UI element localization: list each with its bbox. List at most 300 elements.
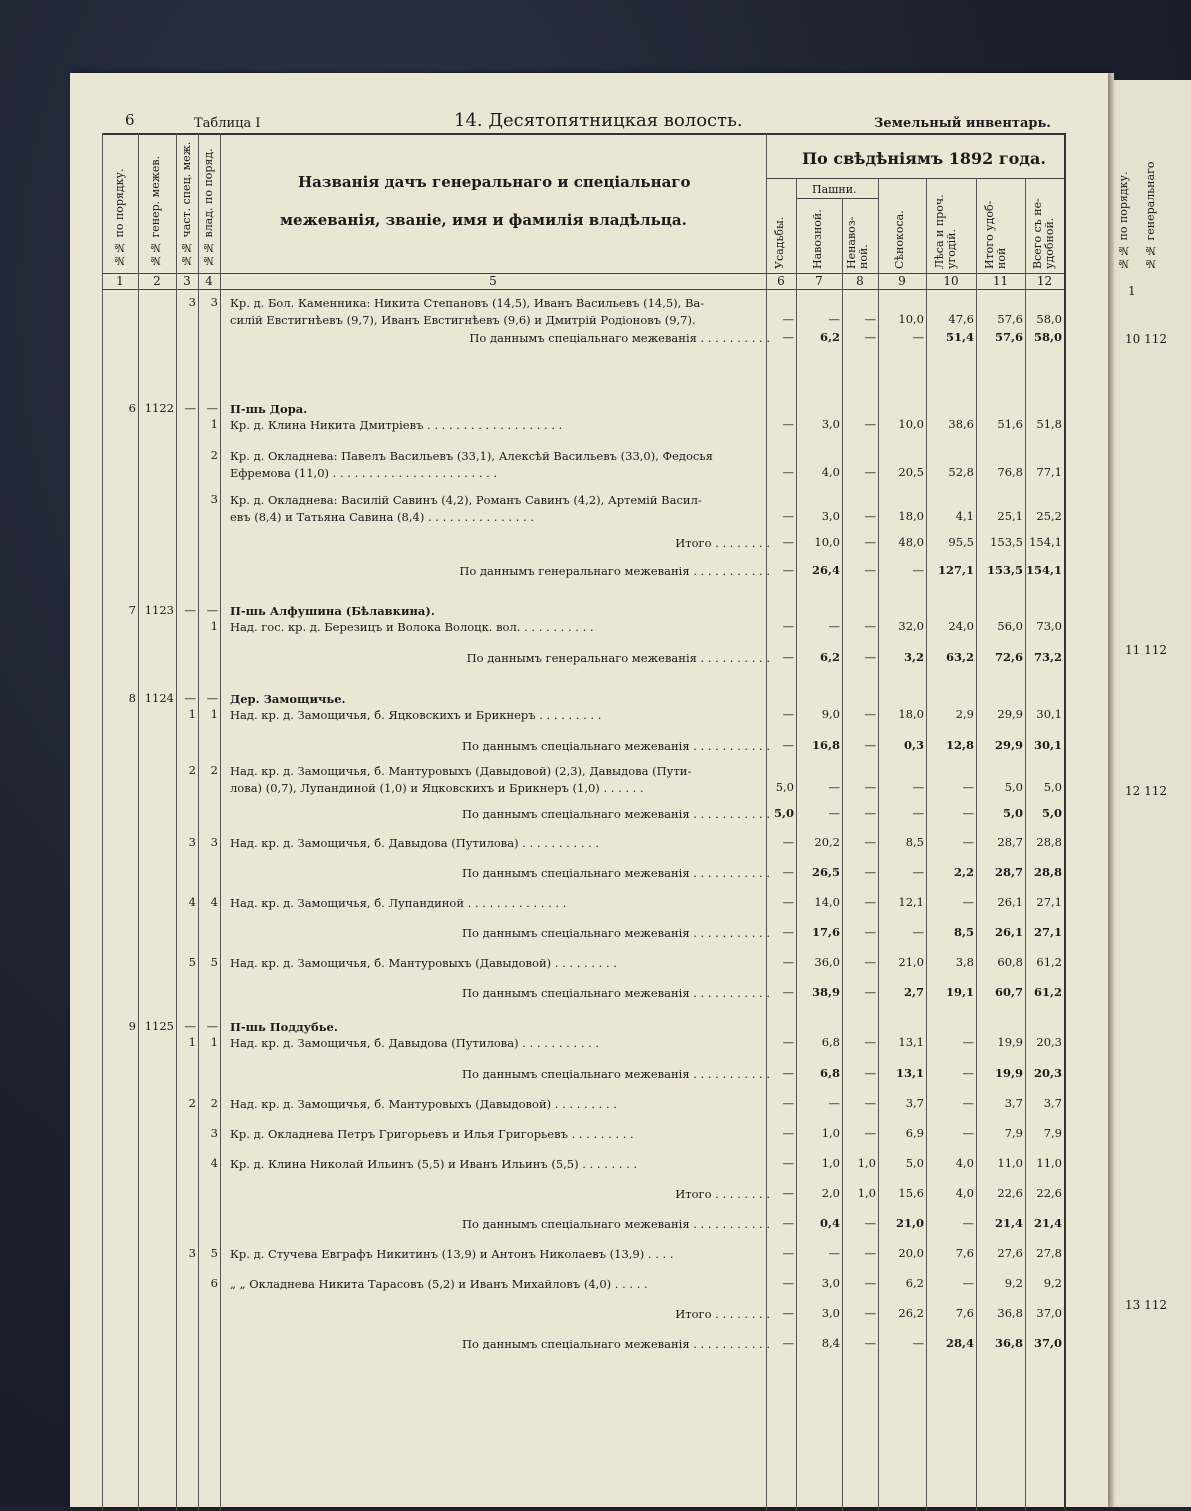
row-value: 1,0 <box>857 1156 876 1170</box>
row-value: 30,1 <box>1033 738 1062 752</box>
row-value: — <box>864 417 876 431</box>
row-value: 21,0 <box>895 1216 924 1230</box>
row-value: 56,0 <box>997 619 1023 633</box>
section-header: Земельный инвентарь. <box>874 116 1051 131</box>
row-value: 61,2 <box>1033 985 1062 999</box>
row-value: 9,2 <box>1004 1276 1023 1290</box>
row-value: — <box>782 1035 794 1049</box>
row-value: 38,9 <box>811 985 840 999</box>
column-number: 7 <box>815 274 823 288</box>
row-value: — <box>962 1096 974 1110</box>
row-description-line: По даннымъ спеціальнаго межеванія . . . . . . . . . . . <box>462 807 770 821</box>
row-value: 2,7 <box>903 985 924 999</box>
row-value: 7,9 <box>1043 1126 1062 1140</box>
row-value: — <box>864 925 876 939</box>
row-value: — <box>864 535 876 549</box>
row-value: 6,2 <box>905 1276 924 1290</box>
row-value: 77,1 <box>1036 465 1062 479</box>
row-value: — <box>962 1126 974 1140</box>
row-value: 95,5 <box>948 535 974 549</box>
row-value: — <box>828 780 840 794</box>
row-value: 3,7 <box>1004 1096 1023 1110</box>
row-value: 9,0 <box>821 707 840 721</box>
row-value: 5,0 <box>1043 780 1062 794</box>
next-page-row: 13 112 <box>1125 1298 1167 1312</box>
row-c4: 1 <box>210 619 218 633</box>
row-value: 4,0 <box>955 1186 974 1200</box>
row-value: — <box>864 1276 876 1290</box>
row-description-line: евъ (8,4) и Татьяна Савина (8,4) . . . . . . . . . . . . . . . <box>230 510 534 524</box>
header-navoznoy: Навозной. <box>811 209 824 269</box>
row-description-line: „ „ Окладнева Никита Тарасовъ (5,2) и Иванъ Михайловъ (4,0) . . . . . <box>230 1277 648 1291</box>
row-value: 1,0 <box>821 1126 840 1140</box>
row-value: — <box>912 925 924 939</box>
row-value: — <box>864 312 876 326</box>
row-c4: 3 <box>210 835 218 849</box>
row-value: 29,9 <box>994 738 1023 752</box>
row-description <box>230 417 770 434</box>
row-value: 30,1 <box>1036 707 1062 721</box>
row-value: 21,4 <box>1033 1216 1062 1230</box>
row-value: — <box>912 330 924 344</box>
row-value: 27,6 <box>997 1246 1023 1260</box>
row-value: — <box>864 985 876 999</box>
row-value: — <box>962 895 974 909</box>
column-number: 10 <box>943 274 959 288</box>
row-value: — <box>782 985 794 999</box>
row-value: 28,4 <box>945 1336 974 1350</box>
row-description <box>230 1216 770 1233</box>
row-c4: 4 <box>210 895 218 909</box>
header-pashni: Пашни. <box>812 183 857 196</box>
column-number: 5 <box>489 274 497 288</box>
column-number: 9 <box>898 274 906 288</box>
row-description <box>230 1096 770 1113</box>
row-value: — <box>782 707 794 721</box>
row-value: — <box>864 1126 876 1140</box>
column-number: 4 <box>205 274 213 288</box>
page-number: 6 <box>125 111 135 129</box>
row-description-line: Кр. д. Окладнева: Павелъ Васильевъ (33,1), Алексѣй Васильевъ (33,0), Федосья <box>230 449 713 463</box>
row-c1: 8 <box>128 691 136 705</box>
row-value: — <box>782 1306 794 1320</box>
row-description-line: По даннымъ спеціальнаго межеванія . . . . . . . . . . . <box>462 1217 770 1231</box>
row-c2: 1123 <box>144 603 174 617</box>
row-value: 5,0 <box>905 1156 924 1170</box>
column-number: 6 <box>777 274 785 288</box>
row-c4: 3 <box>210 492 218 506</box>
row-value: 0,3 <box>903 738 924 752</box>
row-value: — <box>962 1066 974 1080</box>
row-value: 6,2 <box>819 650 840 664</box>
row-description <box>230 691 770 708</box>
header-itogo-udobnoy: Итого удоб-ной <box>983 200 1008 269</box>
row-value: 19,9 <box>994 1066 1023 1080</box>
row-description-line: Над. кр. д. Замощичья, б. Яцковскихъ и Брикнеръ . . . . . . . . . <box>230 708 602 722</box>
row-c4: — <box>206 401 218 415</box>
row-value: — <box>864 707 876 721</box>
row-description <box>230 295 770 329</box>
row-value: — <box>962 780 974 794</box>
top-rule <box>102 133 1064 135</box>
row-value: 153,5 <box>986 563 1023 577</box>
row-value: 3,0 <box>821 509 840 523</box>
row-description-line: По даннымъ спеціальнаго межеванія . . . . . . . . . . . <box>462 866 770 880</box>
row-value: 8,5 <box>905 835 924 849</box>
row-value: — <box>912 563 924 577</box>
row-value: — <box>782 1156 794 1170</box>
row-value: 11,0 <box>997 1156 1023 1170</box>
row-value: 20,2 <box>814 835 840 849</box>
row-value: — <box>864 1035 876 1049</box>
row-value: 7,6 <box>955 1246 974 1260</box>
row-description-line: По даннымъ генеральнаго межеванія . . . . . . . . . . . <box>459 564 770 578</box>
row-value: 36,8 <box>997 1306 1023 1320</box>
row-value: — <box>828 806 840 820</box>
row-description <box>230 865 770 882</box>
row-value: 18,0 <box>898 509 924 523</box>
header-lesa: Лѣса и проч. угодій. <box>933 194 958 269</box>
row-value: 28,8 <box>1036 835 1062 849</box>
row-description <box>230 603 770 620</box>
row-value: 20,5 <box>898 465 924 479</box>
row-description-line: П-шь Алфушина (Бѣлавкина). <box>230 604 435 618</box>
row-value: 20,3 <box>1033 1066 1062 1080</box>
row-value: 26,1 <box>994 925 1023 939</box>
row-description-line: Кр. д. Окладнева: Василій Савинъ (4,2), Романъ Савинъ (4,2), Артемій Васил- <box>230 493 702 507</box>
row-c4: 2 <box>210 448 218 462</box>
row-description-line: силій Евстигнѣевъ (9,7), Иванъ Евстигнѣевъ (9,6) и Дмитрій Родіоновъ (9,7). <box>230 313 696 327</box>
row-c4: 5 <box>210 955 218 969</box>
row-value: 21,0 <box>898 955 924 969</box>
row-value: — <box>864 865 876 879</box>
row-value: — <box>782 865 794 879</box>
col-rule <box>138 133 139 1511</box>
row-value: 127,1 <box>937 563 974 577</box>
row-description-line: По даннымъ спеціальнаго межеванія . . . . . . . . . . . <box>462 1067 770 1081</box>
row-value: — <box>864 1216 876 1230</box>
row-description <box>230 806 770 823</box>
row-value: — <box>864 465 876 479</box>
row-description <box>230 985 770 1002</box>
row-value: 73,2 <box>1033 650 1062 664</box>
row-value: 24,0 <box>948 619 974 633</box>
row-value: 25,2 <box>1036 509 1062 523</box>
row-c3: 3 <box>188 295 196 309</box>
row-value: 19,1 <box>945 985 974 999</box>
row-c4: 6 <box>210 1276 218 1290</box>
row-value: 12,8 <box>945 738 974 752</box>
header-nenavoznoy: Ненавоз-ной. <box>845 216 870 269</box>
row-value: 58,0 <box>1033 330 1062 344</box>
row-description-line: Над. кр. д. Замощичья, б. Мантуровыхъ (Давыдовой) . . . . . . . . . <box>230 956 617 970</box>
next-page-row: 11 112 <box>1125 643 1167 657</box>
row-value: 60,8 <box>997 955 1023 969</box>
row-c3: 1 <box>188 1035 196 1049</box>
row-value: — <box>782 650 794 664</box>
row-value: 10,0 <box>898 417 924 431</box>
row-value: — <box>864 738 876 752</box>
row-value: 18,0 <box>898 707 924 721</box>
header-owner-number: №№ влад. по поряд. <box>202 148 215 267</box>
column-number: 12 <box>1036 274 1053 288</box>
row-value: 61,2 <box>1036 955 1062 969</box>
row-description <box>230 401 770 418</box>
row-value: — <box>782 1276 794 1290</box>
row-description-line: Над. кр. д. Замощичья, б. Давыдова (Путилова) . . . . . . . . . . . <box>230 836 600 850</box>
row-value: 36,8 <box>994 1336 1023 1350</box>
row-value: 12,1 <box>898 895 924 909</box>
row-value: — <box>962 1035 974 1049</box>
row-value: 3,0 <box>821 1306 840 1320</box>
row-c4: 2 <box>210 1096 218 1110</box>
table-label: Таблица I <box>194 116 261 131</box>
row-value: — <box>828 619 840 633</box>
row-value: 7,9 <box>1004 1126 1023 1140</box>
row-value: 3,7 <box>905 1096 924 1110</box>
row-c1: 7 <box>128 603 136 617</box>
row-value: 5,0 <box>1002 806 1023 820</box>
row-value: 9,2 <box>1043 1276 1062 1290</box>
row-value: 3,2 <box>903 650 924 664</box>
row-value: — <box>782 330 794 344</box>
row-description <box>230 955 770 972</box>
row-value: — <box>864 619 876 633</box>
row-value: — <box>782 465 794 479</box>
row-c4: — <box>206 603 218 617</box>
col-rule <box>198 133 199 1511</box>
page-title: 14. Десятопятницкая волость. <box>454 110 743 131</box>
row-c2: 1124 <box>144 691 174 705</box>
row-description <box>230 1066 770 1083</box>
row-value: 7,6 <box>955 1306 974 1320</box>
row-description <box>230 925 770 942</box>
row-value: 36,0 <box>814 955 840 969</box>
row-value: 25,1 <box>997 509 1023 523</box>
next-page-col-order: №№ по порядку. <box>1117 171 1130 270</box>
row-value: 17,6 <box>811 925 840 939</box>
header-group-1892: По свѣдѣніямъ 1892 года. <box>802 149 1046 168</box>
row-value: 154,1 <box>1025 563 1062 577</box>
row-description <box>230 492 770 526</box>
row-c3: 2 <box>188 1096 196 1110</box>
row-description-line: П-шь Дора. <box>230 402 308 416</box>
row-value: 6,8 <box>821 1035 840 1049</box>
header-senokosa: Сѣнокоса. <box>893 210 906 269</box>
row-value: — <box>962 806 974 820</box>
row-value: — <box>864 1336 876 1350</box>
row-value: 13,1 <box>895 1066 924 1080</box>
row-value: 3,7 <box>1043 1096 1062 1110</box>
row-c3: 3 <box>188 1246 196 1260</box>
row-description <box>230 535 770 552</box>
row-value: — <box>782 955 794 969</box>
row-value: 1,0 <box>821 1156 840 1170</box>
row-value: — <box>782 563 794 577</box>
column-number: 11 <box>992 274 1009 288</box>
column-number: 1 <box>116 274 124 288</box>
row-c3: — <box>184 1019 196 1033</box>
row-value: 28,7 <box>997 835 1023 849</box>
row-value: 28,8 <box>1033 865 1062 879</box>
row-value: 63,2 <box>945 650 974 664</box>
row-description <box>230 1186 770 1203</box>
row-description <box>230 619 770 636</box>
row-c3: — <box>184 691 196 705</box>
row-value: 37,0 <box>1033 1336 1062 1350</box>
row-c4: — <box>206 691 218 705</box>
group-rule <box>766 178 1064 179</box>
row-description-line: Над. кр. д. Замощичья, б. Мантуровыхъ (Давыдовой) . . . . . . . . . <box>230 1097 617 1111</box>
row-value: 5,0 <box>1004 780 1023 794</box>
row-c3: 3 <box>188 835 196 849</box>
row-value: 19,9 <box>997 1035 1023 1049</box>
row-value: 3,8 <box>955 955 974 969</box>
row-description-line: По даннымъ спеціальнаго межеванія . . . . . . . . . . . <box>462 926 770 940</box>
row-description <box>230 1276 770 1293</box>
row-description-line: Кр. д. Клина Никита Дмитріевъ . . . . . . . . . . . . . . . . . . . <box>230 418 563 432</box>
row-value: 6,2 <box>819 330 840 344</box>
row-value: 4,1 <box>955 509 974 523</box>
row-value: 57,6 <box>994 330 1023 344</box>
row-description <box>230 1019 770 1036</box>
row-description-line: Кр. д. Бол. Каменника: Никита Степановъ (14,5), Иванъ Васильевъ (14,5), Ва- <box>230 296 705 310</box>
col-rule <box>1064 133 1066 1511</box>
row-description-line: Кр. д. Стучева Евграфъ Никитинъ (13,9) и Антонъ Николаевъ (13,9) . . . . <box>230 1247 674 1261</box>
pashni-rule <box>796 198 878 199</box>
row-c3: — <box>184 401 196 415</box>
row-value: — <box>864 1066 876 1080</box>
row-description <box>230 1306 770 1323</box>
row-value: 58,0 <box>1036 312 1062 326</box>
row-description <box>230 835 770 852</box>
row-description-line: Итого . . . . . . . . <box>675 536 770 550</box>
header-names-line2: межеванія, званіе, имя и фамилія владѣльца. <box>280 211 687 229</box>
row-description <box>230 895 770 912</box>
document-page <box>70 73 1108 1507</box>
row-value: — <box>782 1186 794 1200</box>
colnum-rule <box>102 289 1064 290</box>
row-value: 14,0 <box>814 895 840 909</box>
row-value: — <box>782 1066 794 1080</box>
row-value: 48,0 <box>898 535 924 549</box>
row-description <box>230 1156 770 1173</box>
row-value: 13,1 <box>898 1035 924 1049</box>
row-value: 10,0 <box>814 535 840 549</box>
row-value: — <box>912 865 924 879</box>
row-value: 5,0 <box>773 806 794 820</box>
next-page-row: 12 112 <box>1125 784 1167 798</box>
row-description <box>230 763 770 797</box>
row-value: — <box>782 1336 794 1350</box>
row-value: 27,8 <box>1036 1246 1062 1260</box>
row-value: 1,0 <box>857 1186 876 1200</box>
row-value: — <box>782 738 794 752</box>
row-description-line: По даннымъ спеціальнаго межеванія . . . . . . . . . . . <box>462 1337 770 1351</box>
row-value: 26,1 <box>997 895 1023 909</box>
row-value: 26,5 <box>811 865 840 879</box>
row-value: 5,0 <box>775 780 794 794</box>
row-value: 22,6 <box>997 1186 1023 1200</box>
row-value: 32,0 <box>898 619 924 633</box>
row-value: — <box>864 330 876 344</box>
row-value: — <box>828 1096 840 1110</box>
row-value: 11,0 <box>1036 1156 1062 1170</box>
row-value: — <box>864 1096 876 1110</box>
next-page-col-general: №№ генеральнаго <box>1144 161 1157 270</box>
row-value: 38,6 <box>948 417 974 431</box>
row-value: — <box>782 312 794 326</box>
row-description <box>230 1336 770 1353</box>
row-value: 26,4 <box>811 563 840 577</box>
row-value: — <box>782 835 794 849</box>
header-vsego: Всего съ не-удобной. <box>1031 198 1056 269</box>
row-value: 29,9 <box>997 707 1023 721</box>
header-general-survey-number: №№ генер. межев. <box>149 155 162 267</box>
row-value: — <box>864 895 876 909</box>
row-c3: — <box>184 603 196 617</box>
row-value: — <box>782 925 794 939</box>
row-value: — <box>864 806 876 820</box>
row-description-line: Ефремова (11,0) . . . . . . . . . . . . . . . . . . . . . . . <box>230 466 498 480</box>
row-value: — <box>864 563 876 577</box>
row-value: 8,5 <box>953 925 974 939</box>
row-value: 3,0 <box>821 1276 840 1290</box>
row-c3: 2 <box>188 763 196 777</box>
row-value: — <box>782 509 794 523</box>
row-value: — <box>782 895 794 909</box>
row-description <box>230 738 770 755</box>
row-value: 72,6 <box>994 650 1023 664</box>
row-value: 57,6 <box>997 312 1023 326</box>
row-value: 20,3 <box>1036 1035 1062 1049</box>
row-description-line: Итого . . . . . . . . <box>675 1307 770 1321</box>
row-value: 51,4 <box>945 330 974 344</box>
row-description-line: Дер. Замощичье. <box>230 692 346 706</box>
row-value: 16,8 <box>811 738 840 752</box>
row-c1: 9 <box>128 1019 136 1033</box>
row-value: 22,6 <box>1036 1186 1062 1200</box>
row-value: 6,9 <box>905 1126 924 1140</box>
row-description-line: Над. гос. кр. д. Березицъ и Волока Волоцк. вол. . . . . . . . . . . <box>230 620 594 634</box>
row-description-line: Над. кр. д. Замощичья, б. Давыдова (Путилова) . . . . . . . . . . . <box>230 1036 600 1050</box>
row-value: 52,8 <box>948 465 974 479</box>
col-rule <box>102 133 103 1511</box>
row-value: 2,9 <box>955 707 974 721</box>
row-c4: 1 <box>210 1035 218 1049</box>
row-value: 37,0 <box>1036 1306 1062 1320</box>
row-value: 51,6 <box>997 417 1023 431</box>
header-usadby: Усадьбы. <box>773 216 786 269</box>
row-description <box>230 448 770 482</box>
row-description <box>230 1246 770 1263</box>
row-description-line: Кр. д. Клина Николай Ильинъ (5,5) и Иванъ Ильинъ (5,5) . . . . . . . . <box>230 1157 638 1171</box>
row-value: — <box>962 835 974 849</box>
col-rule <box>176 133 177 1511</box>
header-names-line1: Названія дачъ генеральнаго и спеціальнаго <box>298 173 691 191</box>
row-value: — <box>782 1126 794 1140</box>
row-c4: — <box>206 1019 218 1033</box>
row-value: 2,2 <box>953 865 974 879</box>
row-c4: 1 <box>210 417 218 431</box>
row-value: 21,4 <box>994 1216 1023 1230</box>
row-c4: 3 <box>210 1126 218 1140</box>
row-value: 27,1 <box>1036 895 1062 909</box>
next-page-colnum: 1 <box>1128 284 1136 298</box>
row-value: — <box>864 780 876 794</box>
col-rule <box>220 133 221 1511</box>
row-c2: 1125 <box>144 1019 174 1033</box>
